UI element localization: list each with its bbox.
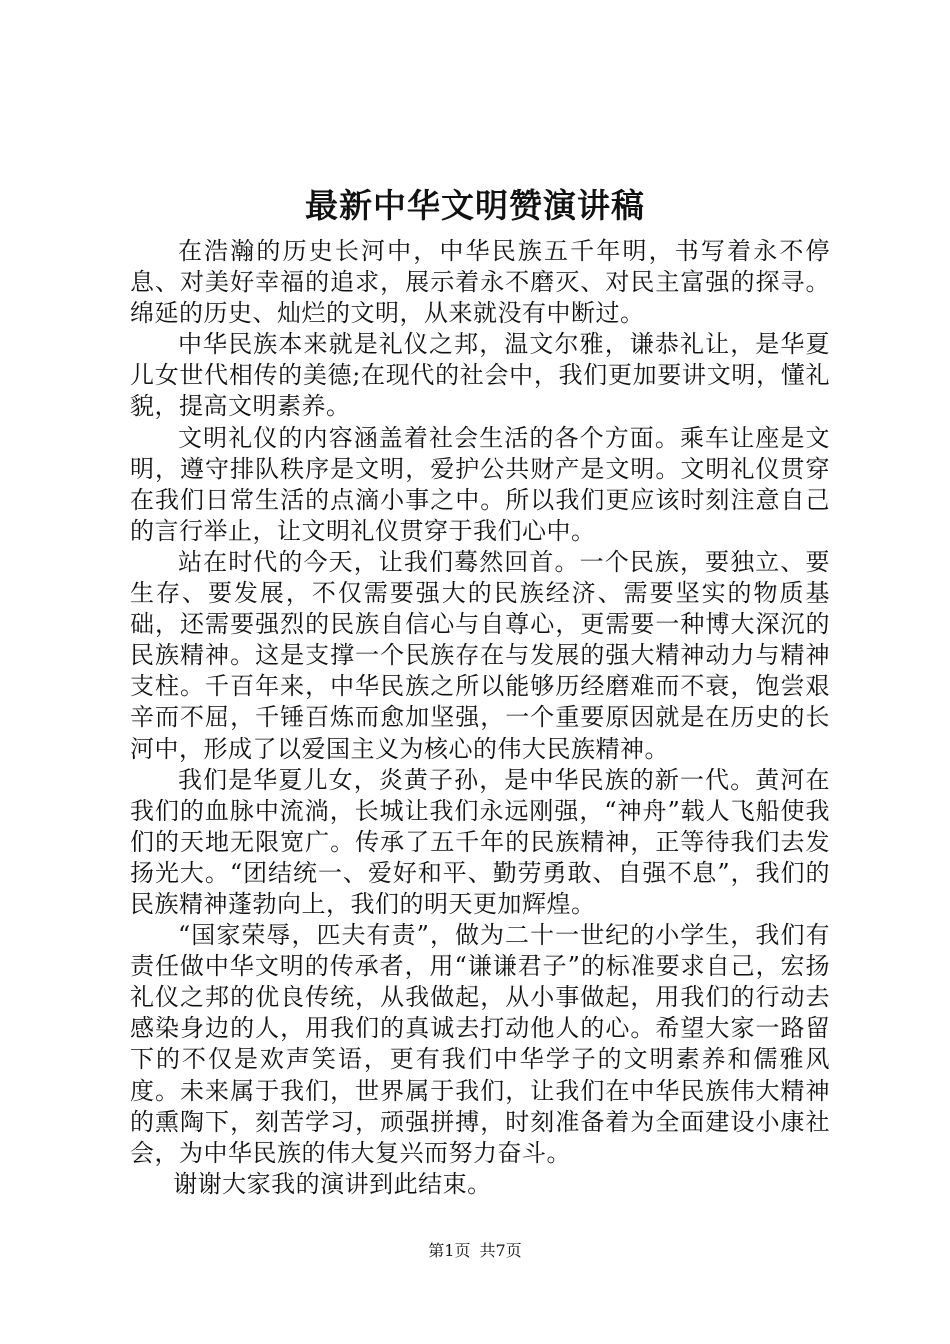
page-footer bbox=[0, 1240, 950, 1262]
paragraph-2: 中华民族本来就是礼仪之邦，温文尔雅，谦恭礼让，是华夏儿女世代相传的美德;在现代的社会中，我们更加要讲文明，懂礼貌，提高文明素养。 bbox=[130, 330, 830, 421]
paragraph-5: 我们是华夏儿女，炎黄子孙，是中华民族的新一代。黄河在我们的血脉中流淌，长城让我们永远刚强，“神舟”载人飞船使我们的天地无限宽广。传承了五千年的民族精神，正等待我们去发扬光大。“团结统一、爱好和平、勤劳勇敢、自强不息”，我们的民族精神蓬勃向上，我们的明天更加辉煌。 bbox=[130, 765, 830, 918]
paragraph-3: 文明礼仪的内容涵盖着社会生活的各个方面。乘车让座是文明，遵守排队秩序是文明，爱护公共财产是文明。文明礼仪贯穿在我们日常生活的点滴小事之中。所以我们更应该时刻注意自己的言行举止，让文明礼仪贯穿于我们心中。 bbox=[130, 423, 830, 545]
paragraph-7: 谢谢大家我的演讲到此结束。 bbox=[173, 1169, 492, 1198]
paragraph-1: 在浩瀚的历史长河中，中华民族五千年明，书写着永不停息、对美好幸福的追求，展示着永不磨灭、对民主富强的探寻。绵延的历史、灿烂的文明，从来就没有中断过。 bbox=[130, 237, 830, 328]
page-total: 共7页 bbox=[479, 1241, 522, 1260]
document-body bbox=[130, 236, 830, 1200]
page-number: 第1页 bbox=[428, 1241, 471, 1260]
paragraph-6: “国家荣辱，匹夫有责”，做为二十一世纪的小学生，我们有责任做中华文明的传承者，用“谦谦君子”的标准要求自己，宏扬礼仪之邦的优良传统，从我做起，从小事做起，用我们的行动去感染身边的人，用我们的真诚去打动他人的心。希望大家一路留下的不仅是欢声笑语，更有我们中华学子的文明素养和儒雅风度。未来属于我们，世界属于我们，让我们在中华民族伟大精神的熏陶下，刻苦学习，顽强拼搏，时刻准备着为全面建设小康社会，为中华民族的伟大复兴而努力奋斗。 bbox=[130, 921, 830, 1167]
paragraph-4: 站在时代的今天，让我们蓦然回首。一个民族，要独立、要生存、要发展，不仅需要强大的民族经济、需要坚实的物质基础，还需要强烈的民族自信心与自尊心，更需要一种博大深沉的民族精神。这是支撑一个民族存在与发展的强大精神动力与精神支柱。千百年来，中华民族之所以能够历经磨难而不衰，饱尝艰辛而不屈，千锤百炼而愈加坚强，一个重要原因就是在历史的长河中，形成了以爱国主义为核心的伟大民族精神。 bbox=[130, 547, 830, 763]
document-title: 最新中华文明赞演讲稿 bbox=[305, 186, 645, 225]
